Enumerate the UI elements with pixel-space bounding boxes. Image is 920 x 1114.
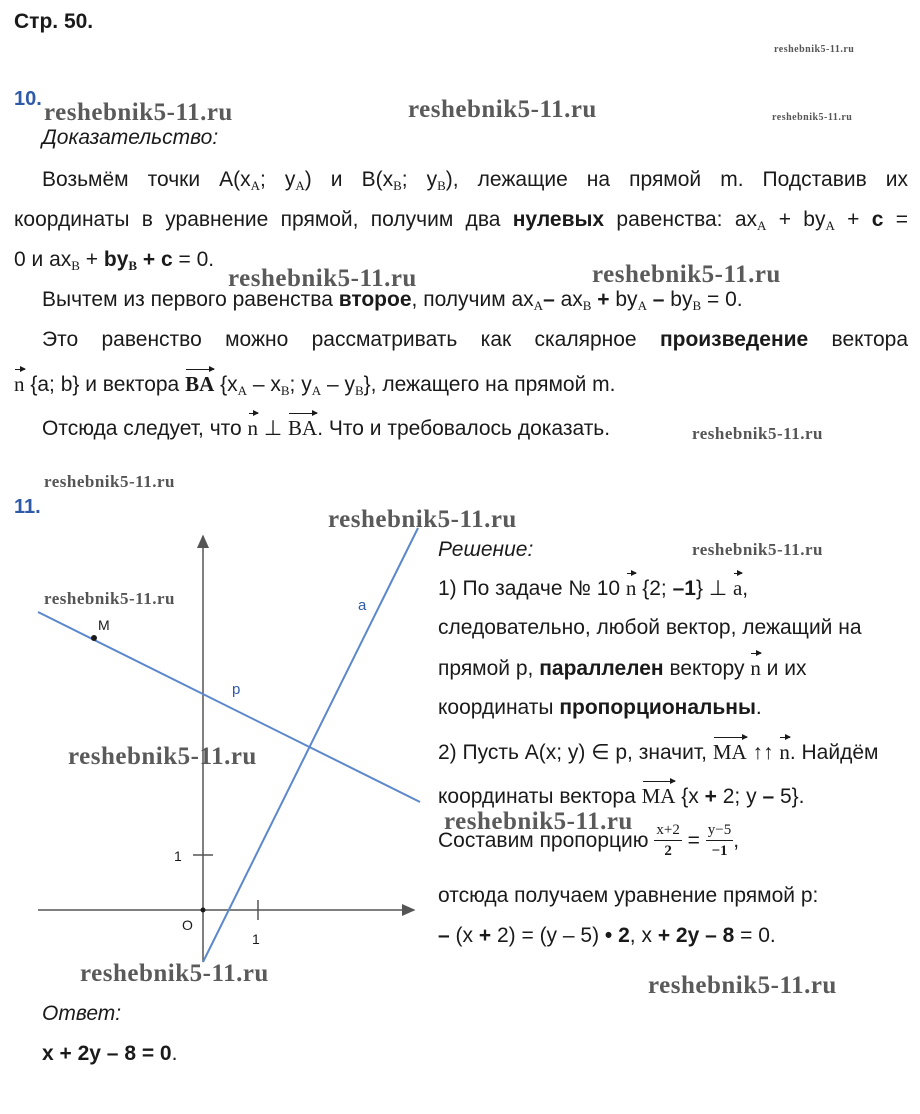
coordinate-graph — [0, 520, 430, 970]
label-origin: O — [182, 917, 193, 933]
task-number: 10. — [14, 88, 42, 110]
watermark: reshebnik5-11.ru — [772, 112, 853, 123]
watermark: reshebnik5-11.ru — [44, 589, 175, 608]
watermark: reshebnik5-11.ru — [44, 472, 175, 491]
watermark: reshebnik5-11.ru — [592, 261, 781, 288]
answer-value: x + 2y – 8 = 0. — [42, 1042, 178, 1065]
solution-line-9: – (x + 2) = (y – 5) • 2, x + 2y – 8 = 0. — [438, 924, 776, 947]
fraction-1: $\frac{x+2}{2}$ — [656, 822, 680, 859]
task-number: 11. — [14, 496, 41, 518]
watermark: reshebnik5-11.ru — [228, 265, 417, 292]
watermark: reshebnik5-11.ru — [328, 506, 517, 533]
solution-line-6: координаты вектора MA {x + 2; y – 5}. — [438, 784, 805, 808]
solution-line-7: Составим пропорцию $\frac{x+2}{2}$ = $\frac{y-5}{-1}$ , — [438, 822, 740, 859]
proof-line-6: n {a; b} и вектора BA {$x_A - x_B$; $y_A - y_B$}, лежащего на прямой m. — [14, 372, 616, 398]
page-number: Стр. 50. — [14, 10, 94, 33]
line-a — [203, 528, 418, 962]
watermark: reshebnik5-11.ru — [444, 808, 633, 835]
origin-point — [201, 908, 206, 913]
proof-title: Доказательство: — [42, 126, 219, 149]
watermark: reshebnik5-11.ru — [774, 44, 855, 55]
proof-line-5: Это равенство можно рассматривать как скалярное произведение вектора — [42, 328, 909, 351]
solution-line-4: координаты пропорциональны. — [438, 696, 762, 719]
label-a: a — [358, 597, 367, 614]
solution-line-8: отсюда получаем уравнение прямой p: — [438, 884, 819, 907]
proof-line-7: Отсюда следует, что n ⊥ BA. Что и требовалось доказать. — [42, 416, 611, 440]
label-tick-x: 1 — [252, 931, 260, 947]
watermark: reshebnik5-11.ru — [68, 743, 257, 770]
fraction-2: $\frac{y-5}{-1}$ — [707, 822, 732, 859]
point-m — [91, 635, 97, 641]
watermark: reshebnik5-11.ru — [648, 972, 837, 999]
watermark: reshebnik5-11.ru — [408, 96, 597, 123]
proof-line-3: 0 и $ax_B + by_B + c = 0$. — [14, 248, 215, 273]
solution-line-1: 1) По задаче № 10 n {2; –1} ⊥ a, — [438, 576, 749, 600]
label-p: p — [232, 681, 241, 698]
solution-line-2: следовательно, любой вектор, лежащий на — [438, 616, 862, 639]
solution-title: Решение: — [438, 538, 534, 561]
watermark: reshebnik5-11.ru — [80, 960, 269, 987]
label-tick-y: 1 — [174, 848, 182, 864]
answer-title: Ответ: — [42, 1002, 122, 1025]
watermark: reshebnik5-11.ru — [44, 99, 233, 126]
solution-line-5: 2) Пусть A(x; y) ∈ p, значит, MA ↑↑ n. Найдём — [438, 740, 879, 764]
watermark: reshebnik5-11.ru — [692, 424, 823, 443]
proof-line-4: Вычтем из первого равенства второе, получим $ax_A-$ $ax_B + by_A - by_B = 0$. — [42, 288, 743, 313]
proof-line-1: Возьмём точки $A(x_A$; $y_A$) и $B(x_B$; $y_B$), лежащие на прямой m. Подставив их — [42, 168, 908, 193]
solution-line-3: прямой p, параллелен вектору n и их — [438, 656, 807, 680]
watermark: reshebnik5-11.ru — [692, 540, 823, 559]
proof-line-2: координаты в уравнение прямой, получим два нулевых равенства: $ax_A + by_A + c$ = — [14, 208, 908, 233]
label-m: M — [98, 617, 110, 633]
